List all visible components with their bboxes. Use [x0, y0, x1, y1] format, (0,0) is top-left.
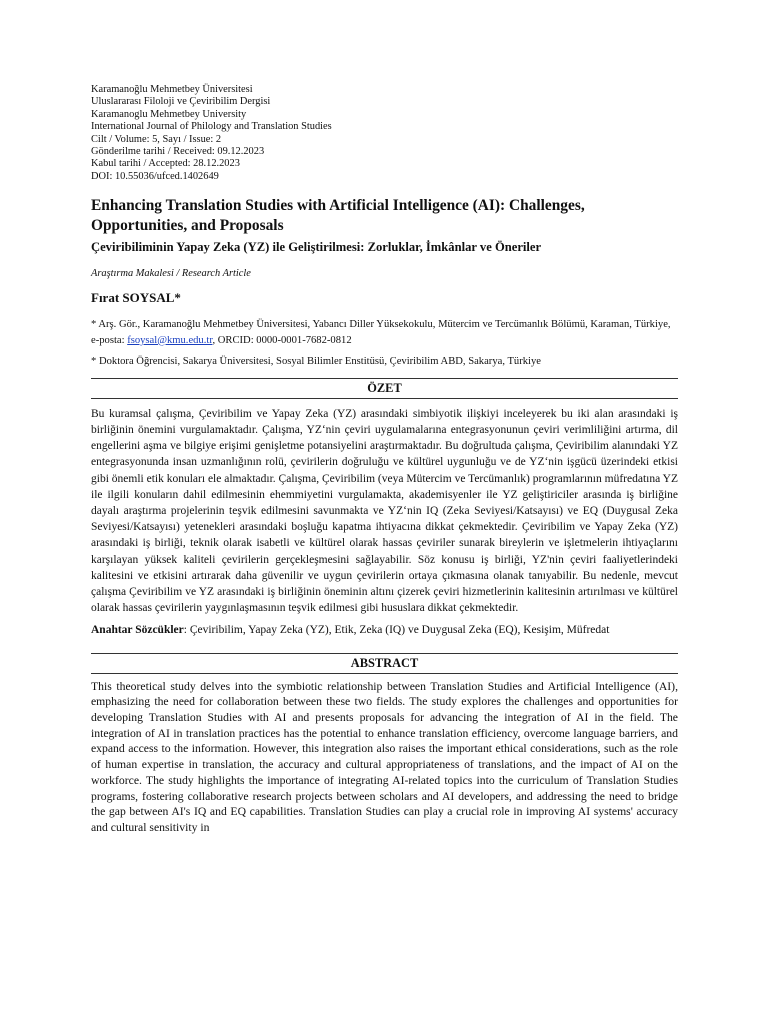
journal-meta — [91, 84, 678, 183]
abstract-text: This theoretical study delves into the symbiotic relationship between Translation Studies and Artificial Intelligence (AI), emphasizing the need for collaboration between these two fields. The study explores the challenges and opportunities for developing Translation Studies with AI and presents proposals for advancing the integration of AI in the field. The integration of AI in translation practices has the potential to enhance translation efficiency, overcome language barriers, and expand access to the information. However, this integration also raises the important ethical considerations, such as the role of human expertise in translation, the accuracy and cultural appropriateness of translations, and the impact of AI on the workforce. The study highlights the importance of integrating AI-related topics into the curriculum of Translation Studies programs, fostering collaborative research projects between scholars and AI developers, and addressing the need to bridge the gap between AI's IQ and EQ capabilities. Translation Studies can play a crucial role in improving AI systems' accuracy and cultural sensitivity in — [91, 679, 678, 834]
author-email-link[interactable]: fsoysal@kmu.edu.tr — [127, 334, 213, 346]
meta-journal-en: International Journal of Philology and Translation Studies — [91, 121, 332, 133]
paper-title: Enhancing Translation Studies with Artificial Intelligence (AI): Challenges, Opportunities, and Proposals — [91, 197, 585, 234]
keywords — [91, 622, 678, 638]
meta-volume: Cilt / Volume: 5, Sayı / Issue: 2 — [91, 133, 222, 145]
affiliation-1-orcid: , ORCID: 0000-0001-7682-0812 — [212, 334, 352, 346]
meta-received: Gönderilme tarihi / Received: 09.12.2023 — [91, 146, 265, 158]
author-name: Fırat SOYSAL* — [91, 290, 181, 306]
meta-accepted: Kabul tarihi / Accepted: 28.12.2023 — [91, 158, 240, 170]
abstract-heading: ABSTRACT — [91, 653, 678, 674]
meta-journal-tr: Uluslararası Filoloji ve Çeviribilim Dergisi — [91, 96, 271, 108]
affiliation-2: * Doktora Öğrencisi, Sakarya Üniversitesi, Sosyal Bilimler Enstitüsü, Çeviribilim ABD, Sakarya, Türkiye — [91, 356, 541, 368]
keywords-list: : Çeviribilim, Yapay Zeka (YZ), Etik, Zeka (IQ) ve Duygusal Zeka (EQ), Kesişim, Müfredat — [183, 624, 610, 637]
meta-university-tr: Karamanoğlu Mehmetbey Üniversitesi — [91, 84, 253, 95]
affiliation-1 — [91, 317, 678, 348]
meta-doi: DOI: 10.55036/ufced.1402649 — [91, 170, 219, 182]
meta-university-en: Karamanoglu Mehmetbey University — [91, 108, 247, 120]
article-type: Araştırma Makalesi / Research Article — [91, 268, 251, 280]
paper-subtitle: Çeviribiliminin Yapay Zeka (YZ) ile Geliştirilmesi: Zorluklar, İmkânlar ve Öneriler — [91, 240, 542, 255]
ozet-text: Bu kuramsal çalışma, Çeviribilim ve Yapay Zeka (YZ) arasındaki simbiyotik ilişkiyi inceleyerek bu iki alan arasındaki iş birliğinin önemini vurgulamaktadır. Çalışma, YZ‘nin çeviri uygulamalarına entegrasyonunun çeviri verimliliğini artırma, dil engellerini aşma ve bilgiye erişimi genişletme potansiyelini araştırmaktadır. Bu doğrultuda çalışma, Çeviribilim alanındaki YZ entegrasyonunda insan uzmanlığının rolü, çevirilerin doğruluğu ve kültürel uygunluğu ve de YZ‘nin işgücü üzerindeki etkisi gibi önemli etik konuları ele almaktadır. Çalışma, Çeviribilim (veya Mütercim ve Tercümanlık) programlarının müfredatına YZ ile ilgili konuların dahil edilmesinin ehemmiyetini vurgulamakta, akademisyenler ile YZ geliştiriciler arasında iş birliğine dayalı araştırma projelerinin teşvik edilmesini savunmakta ve YZ‘nin IQ (Zeka Seviyesi/Katsayısı) ve EQ (Duygusal Zeka Seviyesi/Katsayısı) yetenekleri arasındaki boşluğu kapatma ihtiyacına dikkat çekmektedir. Çeviribilim ve Yapay Zeka (YZ) arasındaki iş birliği, teknik olarak isabetli ve kültürel olarak hassas çeviriler sunarak bireylerin ve işletmelerin ihtiyaçlarını karşılayan yüksek kaliteli çevirilerin gerçekleşmesini sağlayabilir. Söz konusu iş birliği, YZ'nin çeviri faaliyetlerindeki kalitesini ve etkisini artırarak daha güvenilir ve uygun çevirilerin ortaya çıkmasına olanak tanıyabilir. Bu nedenle, mevcut çalışma Çeviribilim ve YZ arasındaki iş birliğinin öneminin altını çizerek çeviri hizmetlerinin kalitesinin artırılması ve kültürel olarak hassas çevirilerin yaygınlaşmasının teşvik edilmesi gibi hususlara dikkat çekmektedir. — [91, 407, 678, 615]
affiliation-1-text: * Arş. Gör., Karamanoğlu Mehmetbey Üniversitesi, Yabancı Diller Yüksekokulu, Mütercim ve Tercümanlık Bölümü, Karaman, Türkiye, e-posta: — [91, 319, 671, 346]
keywords-label: Anahtar Sözcükler — [91, 624, 184, 637]
ozet-heading: ÖZET — [91, 378, 678, 399]
paper-page — [91, 84, 678, 836]
